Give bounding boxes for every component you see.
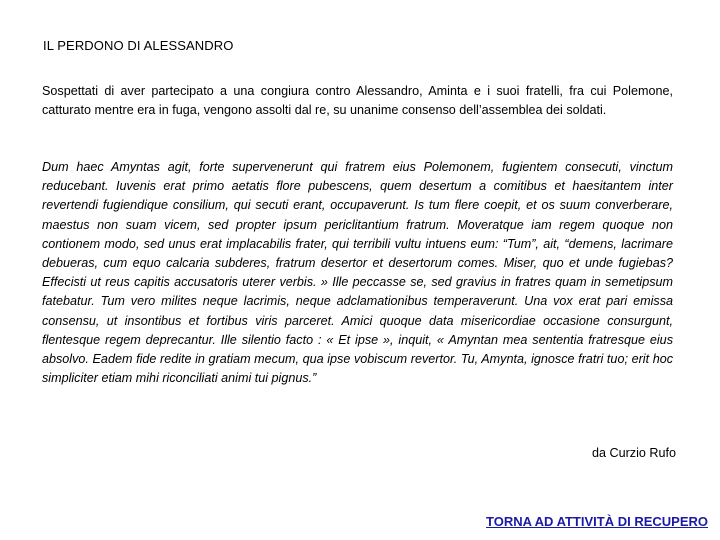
intro-paragraph: Sospettati di aver partecipato a una congiura contro Alessandro, Aminta e i suoi fratelli, fra cui Polemone, catturato mentre era in fuga, vengono assolti dal re, su unanime consenso dell’assemblea dei soldati.: [42, 84, 673, 117]
back-to-recovery-link[interactable]: TORNA AD ATTIVITÀ DI RECUPERO: [486, 514, 708, 529]
source-attribution: da Curzio Rufo: [592, 446, 676, 460]
document-title: IL PERDONO DI ALESSANDRO: [43, 38, 234, 53]
latin-passage: Dum haec Amyntas agit, forte supervenerunt qui fratrem eius Polemonem, fugientem consecuti, vinctum reducebant. Iuvenis erat primo aetatis flore pubescens, quem desertum a comitibus et haesitantem inter revertendi fugiendique consilium, qui secuti erant, occupaverunt. Is tum flere coepit, et os suum converberare, maestus non suam vicem, sed propter ipsum periclitantium fratrum. Moveratque iam regem quoque non contionem modo, sed unus erat implacabilis frater, qui terribili vultu intuens eum: “Tum”, ait, “demens, lacrimare debueras, cum equo calcaria subderes, fratrum desertor et desertorum comes. Miser, quo et unde fugiebas? Effecisti ut reus capitis accusatoris uterer verbis. » Ille peccasse se, sed gravius in fratres quam in semetipsum fatebatur. Tum vero milites neque lacrimis, neque adclamationibus temperaverunt. Una vox erat pari emissa consensu, ut insontibus et fortibus viris parceret. Amici quoque data misericordiae occasione consurgunt, flentesque regem deprecantur. Ille silentio facto : « Et ipse », inquit, « Amyntan mea sententia fratresque eius absolvo. Eadem fide redite in gratiam mecum, qua ipse vobiscum revertor. Tu, Amynta, ignosce fratri tuo; erit hoc simpliciter etiam mihi riconciliati animi tui pignus.”: [42, 160, 673, 386]
